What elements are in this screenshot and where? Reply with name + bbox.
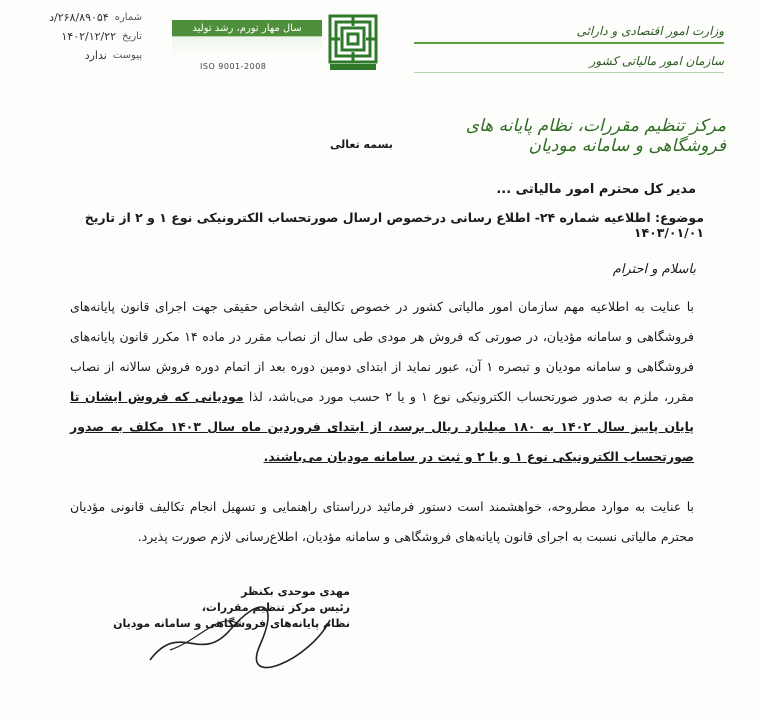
subject-line: موضوع: اطلاعیه شماره ۲۴- اطلاع رسانی درخصوص ارسال صورتحساب الکترونیکی نوع ۱ و ۲ از تاریخ ۱۴۰۳/۰۱/۰۱ [84, 210, 704, 240]
letter-number-label: شماره [114, 12, 142, 23]
letter-meta [12, 8, 142, 65]
paragraph-1 [70, 292, 694, 472]
letter-number-value: ۲۶۸/۸۹۰۵۴/د [49, 11, 109, 24]
handwritten-signature [140, 590, 340, 670]
letter-attachment-label: پیوست [112, 50, 142, 61]
signer-title-1: رئیس مرکز تنظیم مقررات، [201, 601, 350, 614]
letter-date-row [12, 27, 142, 46]
letter-number-row [12, 8, 142, 27]
ministry-line-2: سازمان امور مالیاتی کشور [414, 54, 724, 73]
paragraph-2: با عنایت به موارد مطروحه، خواهشمند است دستور فرمائید درراستای راهنمایی و تسهیل انجام تکالیف قانونی مؤدیان محترم مالیاتی نسبت به اجرای قانون پایانه‌های فروشگاهی و سامانه مؤدیان، اطلاع‌رسانی لازم صورت پذیرد. [70, 499, 694, 544]
greeting: باسلام و احترام [612, 262, 696, 277]
tax-organization-logo-icon [326, 12, 380, 74]
ministry-heading [414, 24, 724, 73]
center-title: مرکز تنظیم مقررات، نظام پایانه های فروشگاهی و سامانه مودیان [465, 116, 726, 156]
signer-title-2: نظام پایانه‌های فروشگاهی و سامانه مودیان [113, 617, 350, 630]
year-slogan-banner: سال مهار تورم، رشد تولید [172, 20, 322, 38]
paragraph-1-highlight: مودیانی که فروش ایشان تا پایان پاییز سال ۱۴۰۲ به ۱۸۰ میلیارد ریال برسد، از ابتدای فروردین ماه سال ۱۴۰۳ مکلف به صدور صورتحساب الکترونیکی نوع ۱ و یا ۲ و ثبت در سامانه مودیان می‌باشند. [70, 389, 694, 464]
slogan-banner-band [172, 36, 322, 59]
letter-date-value: ۱۴۰۲/۱۲/۲۲ [61, 30, 117, 43]
iso-label: ISO 9001-2008 [200, 62, 267, 71]
paragraph-1-text: با عنایت به اطلاعیه مهم سازمان امور مالیاتی کشور در خصوص تکالیف اشخاص حقیقی جهت اجرای قانون پایانه‌های فروشگاهی و سامانه مؤدیان، در صورتی که فروش هر مودی طی سال از نصاب مقرر در ماده ۱۴ مکرر قانون پایانه‌های فروشگاهی و سامانه مودیان و تبصره ۱ آن، عبور نماید از ابتدای دومین دوره بعد از اتمام دوره فروش سالانه از نصاب مقرر، ملزم به صدور صورتحساب الکترونیکی نوع ۱ و یا ۲ حسب مورد می‌باشد، لذا [70, 299, 695, 404]
letter-attachment-value: ندارد [84, 49, 107, 62]
bismillah: بسمه تعالی [330, 138, 393, 151]
addressee: مدیر کل محترم امور مالیاتی ... [496, 182, 696, 197]
ministry-line-1: وزارت امور اقتصادی و دارائی [414, 24, 724, 44]
letter-attachment-row [12, 46, 142, 65]
letter-date-label: تاریخ [122, 31, 142, 42]
signer-name: مهدی موحدی بکنظر [241, 585, 350, 598]
